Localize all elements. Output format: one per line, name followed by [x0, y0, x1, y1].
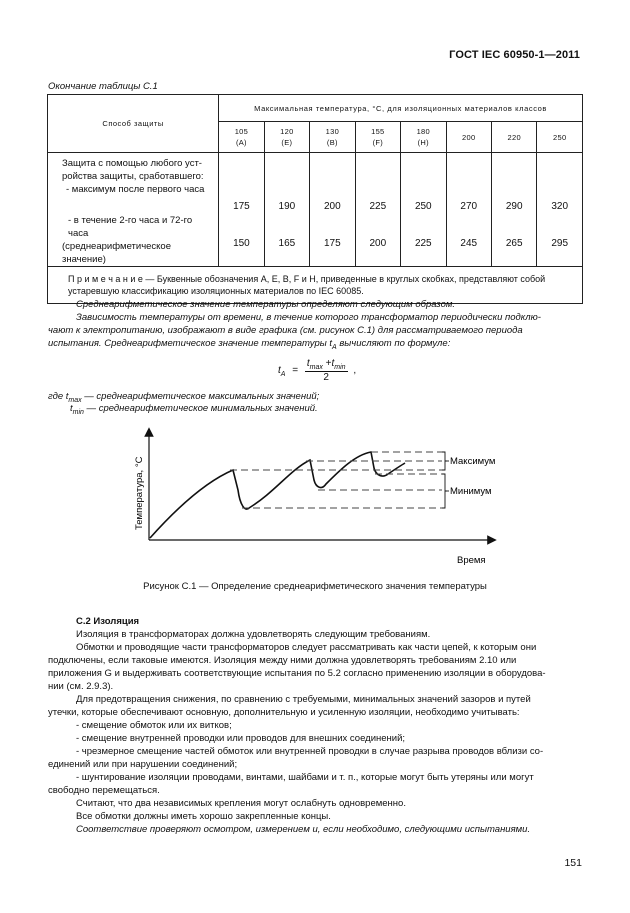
class-header-cell: 220 — [491, 122, 536, 153]
body-line: Считают, что два независимых крепления могут ослабнуть одновременно. — [76, 798, 406, 809]
row-label-line: - максимум после первого часа — [66, 184, 205, 195]
temperature-curve — [150, 452, 405, 538]
body-line: свободно перемещаться. — [48, 785, 160, 796]
note-prefix: П р и м е ч а н и е — [68, 274, 143, 284]
body-line: утечки, которые обеспечивают основную, дополнительную и усиленную изоляции, необходимо учитывать: — [48, 707, 520, 718]
max-value: 270 — [460, 200, 478, 212]
class-header-cell: 200 — [446, 122, 491, 153]
formula: $t_A$ = $t_{max} +t_{min}$ 2 , — [278, 358, 357, 383]
body-line: подключены, если таковые имеются. Изоляция между ними должна удовлетворять требованиям 2.10 или — [48, 655, 517, 666]
avg-value: 245 — [460, 237, 478, 249]
x-axis-label: Время — [457, 555, 486, 566]
avg-value: 175 — [324, 237, 341, 249]
class-header-cell: 155 (F) — [355, 122, 400, 153]
body-line: приложения G и выдерживать соответствующие испытания по 5.2 согласно применению изоляции в оборудова- — [48, 668, 546, 679]
table-caption: Окончание таблицы С.1 — [48, 81, 158, 92]
row-label-line: ройства защиты, сработавшего: — [62, 171, 204, 182]
body-line: - смещение обмоток или их витков; — [76, 720, 232, 731]
max-value: 225 — [369, 200, 387, 212]
min-bracket — [442, 474, 447, 508]
class-header-cell: 130 (B) — [310, 122, 355, 153]
body-line: Соответствие проверяют осмотром, измерением и, если необходимо, следующими испытаниями. — [76, 824, 531, 835]
max-value: 175 — [233, 200, 250, 212]
class-header-cell: 250 — [537, 122, 583, 153]
body-line: Обмотки и проводящие части трансформаторов следует рассматривать как части цепей, к которым они — [76, 642, 537, 653]
class-header-cell: 180 (H) — [401, 122, 446, 153]
paragraph-2-line-3: испытания. Среднеарифметическое значение температуры $t_A$ вычисляют по формуле: — [48, 338, 451, 351]
class-header-cell: 120 (E) — [264, 122, 309, 153]
section-title: С.2 Изоляция — [76, 616, 140, 627]
paragraph-2-line-2: чают к электропитанию, изображают в виде графика (см. рисунок С.1) для рассматриваемого периода — [48, 325, 523, 336]
max-value: 320 — [551, 200, 569, 212]
paragraph-1: Среднеарифметическое значение температуры определяют следующим образом. — [76, 299, 456, 310]
body-line: Для предотвращения снижения, по сравнению с требуемыми, минимальных значений зазоров и путей — [76, 694, 531, 705]
max-value: 290 — [505, 200, 523, 212]
body-line: нии (см. 2.9.3). — [48, 681, 114, 692]
max-temperature-header: Максимальная температура, °C, для изоляционных материалов классов — [219, 95, 583, 122]
row-label-line: (среднеарифметическое значение) — [62, 241, 172, 265]
page-number: 151 — [564, 857, 582, 869]
body-line: - смещение внутренней проводки или проводов для внешних соединений; — [76, 733, 406, 744]
avg-value: 165 — [278, 237, 296, 249]
max-value: 250 — [414, 200, 432, 212]
body-line: Все обмотки должны иметь хорошо закрепленные концы. — [76, 811, 331, 822]
max-label: Максимум — [450, 456, 496, 467]
row-label-line: Защита с помощью любого уст- — [62, 158, 202, 169]
class-header-cell: 105 (A) — [219, 122, 264, 153]
where-line-1: где $t_{max}$ — среднеарифметическое максимальных значений; — [48, 391, 320, 404]
note-text: — Буквенные обозначения A, E, B, F и H, приведенные в круглых скобках, представляют собой устаревшую классификацию изоляционных материалов по IEC 60085. — [68, 274, 546, 296]
section-body — [48, 628, 584, 836]
avg-value: 150 — [233, 237, 250, 249]
body-line: - чрезмерное смещение частей обмоток или внутренней проводки в случае разрыва проводов вблизи со- — [76, 746, 544, 757]
y-axis-label: Температура, °С — [134, 456, 145, 530]
paragraph-2-line-1: Зависимость температуры от времени, в течение которого трансформатор периодически подклю- — [76, 312, 541, 323]
body-line: единений или при нарушении соединений; — [48, 759, 238, 770]
max-value: 190 — [278, 200, 296, 212]
avg-value: 265 — [505, 237, 523, 249]
protection-method-header: Способ защиты — [48, 95, 219, 153]
avg-value: 295 — [551, 237, 569, 249]
body-line: Изоляция в трансформаторах должна удовлетворять следующим требованиям. — [76, 629, 431, 640]
body-line: - шунтирование изоляции проводами, винтами, шайбами и т. п., которые могут быть утеряны или могут — [76, 772, 534, 783]
where-line-2: $t_{min}$ — среднеарифметическое минимальных значений. — [70, 403, 318, 416]
row-label-line: - в течение 2-го часа и 72-го часа — [68, 215, 193, 239]
min-label: Минимум — [450, 486, 492, 497]
avg-value: 225 — [414, 237, 432, 249]
figure-caption: Рисунок С.1 — Определение среднеарифметического значения температуры — [143, 581, 487, 592]
document-header: ГОСТ IEC 60950-1—2011 — [449, 49, 580, 61]
max-bracket — [442, 452, 447, 470]
avg-value: 200 — [369, 237, 387, 249]
max-value: 200 — [324, 200, 341, 212]
